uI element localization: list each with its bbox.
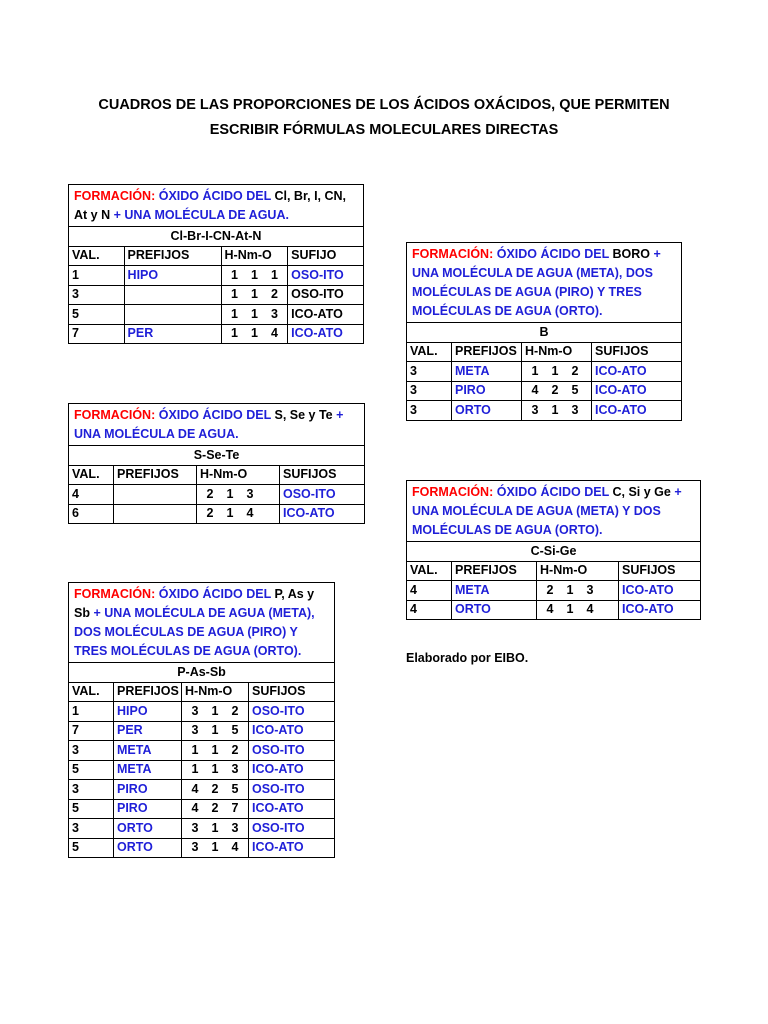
valence-cell: 3 [407, 401, 452, 421]
formation-row [69, 404, 365, 446]
nm-count: 2 [551, 383, 559, 398]
acid-table [68, 403, 365, 524]
o-count: 4 [271, 326, 278, 341]
h-count: 3 [531, 402, 539, 417]
suffix-cell: ICO-ATO [592, 362, 682, 382]
column-header: VAL. [69, 246, 125, 266]
formation-row [69, 583, 335, 663]
hnmo-cell [522, 362, 592, 382]
group-row [407, 323, 682, 343]
h-count: 3 [191, 723, 199, 738]
h-count: 1 [531, 363, 539, 378]
table-row [69, 266, 364, 286]
hnmo-cell [537, 600, 619, 620]
nm-count: 1 [211, 742, 219, 757]
nm-count: 1 [211, 840, 219, 855]
prefix-cell: ORTO [114, 819, 182, 839]
hnmo-cell [522, 381, 592, 401]
column-header: PREFIJOS [114, 465, 197, 485]
column-header: SUFIJOS [249, 682, 335, 702]
h-count: 1 [231, 326, 238, 341]
h-count: 3 [191, 820, 199, 835]
suffix-cell: ICO-ATO [249, 799, 335, 819]
prefix-cell: PIRO [114, 799, 182, 819]
o-count: 5 [571, 383, 579, 398]
prefix-cell: PIRO [114, 780, 182, 800]
prefix-cell: PIRO [452, 381, 522, 401]
column-header: VAL. [407, 342, 452, 362]
h-count: 1 [231, 306, 238, 321]
hnmo-cell [182, 702, 249, 722]
h-count: 4 [191, 781, 199, 796]
acid-table [68, 582, 335, 858]
o-count: 7 [231, 801, 239, 816]
oxide-label: ÓXIDO ÁCIDO DEL [158, 587, 275, 601]
group-row [407, 542, 701, 562]
plus-sign: + [674, 485, 682, 499]
prefix-cell: ORTO [452, 401, 522, 421]
table-row [407, 381, 682, 401]
valence-cell: 3 [69, 285, 125, 305]
suffix-cell: OSO-ITO [249, 741, 335, 761]
valence-cell: 7 [69, 721, 114, 741]
column-header: PREFIJOS [124, 246, 221, 266]
nm-count: 1 [251, 267, 258, 282]
table-chalcogens [68, 403, 364, 524]
column-header: VAL. [69, 465, 114, 485]
valence-cell: 5 [69, 760, 114, 780]
nm-count: 1 [566, 602, 574, 617]
suffix-cell: ICO-ATO [249, 838, 335, 858]
column-header: H-Nm-O [197, 465, 280, 485]
prefix-cell: PER [114, 721, 182, 741]
hnmo-cell [197, 485, 280, 505]
formation-text [69, 404, 365, 446]
h-count: 1 [231, 267, 238, 282]
nm-count: 1 [251, 306, 258, 321]
table-row [407, 362, 682, 382]
h-count: 1 [231, 287, 238, 302]
valence-cell: 4 [407, 581, 452, 601]
author-note: Elaborado por EIBO. [406, 651, 529, 665]
h-count: 3 [191, 703, 199, 718]
suffix-cell: ICO-ATO [280, 504, 365, 524]
oxide-label: ÓXIDO ÁCIDO DEL [158, 408, 275, 422]
hnmo-cell [182, 819, 249, 839]
h-count: 2 [206, 506, 214, 521]
h-count: 2 [546, 582, 554, 597]
o-count: 3 [231, 820, 239, 835]
nm-count: 2 [211, 801, 219, 816]
o-count: 2 [231, 742, 239, 757]
suffix-cell: ICO-ATO [249, 760, 335, 780]
hnmo-cell [221, 324, 288, 344]
water-text: UNA MOLÉCULA DE AGUA. [74, 427, 239, 441]
column-header: PREFIJOS [452, 342, 522, 362]
table-row [69, 721, 335, 741]
hnmo-cell [221, 266, 288, 286]
nm-count: 1 [211, 703, 219, 718]
table-row [69, 780, 335, 800]
prefix-cell [114, 504, 197, 524]
prefix-cell [124, 285, 221, 305]
nm-count: 1 [566, 582, 574, 597]
suffix-cell: OSO-ITO [288, 285, 364, 305]
hnmo-cell [197, 504, 280, 524]
title-line-2: ESCRIBIR FÓRMULAS MOLECULARES DIRECTAS [209, 122, 559, 138]
column-header-row [407, 342, 682, 362]
suffix-cell: ICO-ATO [592, 401, 682, 421]
suffix-cell: ICO-ATO [619, 600, 701, 620]
plus-sign: + [336, 408, 344, 422]
plus-sign: + [653, 247, 661, 261]
formation-sep: : [489, 247, 497, 261]
prefix-cell: ORTO [114, 838, 182, 858]
column-header: SUFIJOS [592, 342, 682, 362]
prefix-cell: HIPO [114, 702, 182, 722]
hnmo-cell [221, 305, 288, 325]
h-count: 4 [531, 383, 539, 398]
table-row [69, 702, 335, 722]
formation-sep: : [151, 587, 159, 601]
valence-cell: 1 [69, 266, 125, 286]
valence-cell: 3 [69, 741, 114, 761]
table-row [407, 581, 701, 601]
column-header: SUFIJO [288, 246, 364, 266]
valence-cell: 1 [69, 702, 114, 722]
prefix-cell: HIPO [124, 266, 221, 286]
valence-cell: 4 [69, 485, 114, 505]
water-text: UNA MOLÉCULA DE AGUA (META) Y DOS MOLÉCULAS DE AGUA (ORTO). [412, 504, 661, 537]
acid-table [68, 184, 364, 344]
formation-label: FORMACIÓN [74, 587, 152, 601]
element-group: S-Se-Te [69, 446, 365, 466]
element-group: C-Si-Ge [407, 542, 701, 562]
suffix-cell: ICO-ATO [619, 581, 701, 601]
prefix-cell: META [452, 362, 522, 382]
formation-sep: : [151, 189, 159, 203]
formation-row [69, 185, 364, 227]
water-text: UNA MOLÉCULA DE AGUA (META), DOS MOLÉCULAS DE AGUA (PIRO) Y TRES MOLÉCULAS DE AGUA (ORTO). [74, 606, 315, 658]
o-count: 3 [231, 762, 239, 777]
column-header-row [407, 561, 701, 581]
column-header: SUFIJOS [280, 465, 365, 485]
title-line-1: CUADROS DE LAS PROPORCIONES DE LOS ÁCIDOS OXÁCIDOS, QUE PERMITEN [98, 97, 670, 113]
table-pnictogens [68, 582, 334, 858]
h-count: 4 [191, 801, 199, 816]
hnmo-cell [182, 780, 249, 800]
nm-count: 1 [211, 820, 219, 835]
o-count: 3 [271, 306, 278, 321]
valence-cell: 6 [69, 504, 114, 524]
nm-count: 1 [251, 287, 258, 302]
o-count: 1 [271, 267, 278, 282]
water-text: UNA MOLÉCULA DE AGUA (META), DOS MOLÉCULAS DE AGUA (PIRO) Y TRES MOLÉCULAS DE AGUA (ORTO). [412, 266, 653, 318]
prefix-cell: META [452, 581, 537, 601]
formation-label: FORMACIÓN [412, 247, 490, 261]
plus-sign: + [113, 208, 125, 222]
nm-count: 1 [226, 506, 234, 521]
o-count: 2 [231, 703, 239, 718]
column-header: H-Nm-O [522, 342, 592, 362]
hnmo-cell [221, 285, 288, 305]
nm-count: 1 [211, 723, 219, 738]
o-count: 4 [246, 506, 254, 521]
formation-label: FORMACIÓN [412, 485, 490, 499]
table-row [69, 741, 335, 761]
nm-count: 1 [551, 363, 559, 378]
nm-count: 1 [226, 486, 234, 501]
element-list: BORO [612, 247, 654, 261]
o-count: 3 [586, 582, 594, 597]
group-row [69, 663, 335, 683]
hnmo-cell [182, 760, 249, 780]
prefix-cell: PER [124, 324, 221, 344]
column-header: VAL. [69, 682, 114, 702]
prefix-cell [114, 485, 197, 505]
nm-count: 2 [211, 781, 219, 796]
hnmo-cell [182, 799, 249, 819]
table-row [69, 305, 364, 325]
column-header: H-Nm-O [537, 561, 619, 581]
valence-cell: 5 [69, 799, 114, 819]
table-row [69, 760, 335, 780]
valence-cell: 5 [69, 305, 125, 325]
h-count: 2 [206, 486, 214, 501]
table-boron [406, 242, 682, 421]
table-row [69, 485, 365, 505]
o-count: 5 [231, 723, 239, 738]
nm-count: 1 [551, 402, 559, 417]
o-count: 4 [586, 602, 594, 617]
column-header: PREFIJOS [114, 682, 182, 702]
column-header-row [69, 465, 365, 485]
table-row [69, 799, 335, 819]
o-count: 4 [231, 840, 239, 855]
table-halogens [68, 184, 364, 344]
hnmo-cell [182, 721, 249, 741]
prefix-cell: META [114, 741, 182, 761]
o-count: 2 [571, 363, 579, 378]
table-row [69, 324, 364, 344]
table-row [69, 285, 364, 305]
suffix-cell: ICO-ATO [592, 381, 682, 401]
prefix-cell: META [114, 760, 182, 780]
valence-cell: 3 [69, 819, 114, 839]
acid-table [406, 480, 701, 620]
column-header: PREFIJOS [452, 561, 537, 581]
group-row [69, 446, 365, 466]
h-count: 1 [191, 762, 199, 777]
table-carbon [406, 480, 700, 620]
suffix-cell: OSO-ITO [249, 702, 335, 722]
o-count: 3 [246, 486, 254, 501]
element-group: P-As-Sb [69, 663, 335, 683]
column-header: VAL. [407, 561, 452, 581]
page-title [60, 93, 708, 143]
suffix-cell: ICO-ATO [288, 305, 364, 325]
prefix-cell: ORTO [452, 600, 537, 620]
o-count: 3 [571, 402, 579, 417]
column-header-row [69, 246, 364, 266]
column-header-row [69, 682, 335, 702]
suffix-cell: OSO-ITO [249, 780, 335, 800]
o-count: 5 [231, 781, 239, 796]
suffix-cell: OSO-ITO [280, 485, 365, 505]
h-count: 4 [546, 602, 554, 617]
hnmo-cell [182, 741, 249, 761]
prefix-cell [124, 305, 221, 325]
element-list: Cl, Br, I, CN, At y N [74, 189, 347, 222]
formation-row [407, 481, 701, 542]
oxide-label: ÓXIDO ÁCIDO DEL [158, 189, 275, 203]
valence-cell: 3 [69, 780, 114, 800]
valence-cell: 3 [407, 362, 452, 382]
formation-label: FORMACIÓN [74, 408, 152, 422]
suffix-cell: ICO-ATO [249, 721, 335, 741]
nm-count: 1 [211, 762, 219, 777]
valence-cell: 4 [407, 600, 452, 620]
o-count: 2 [271, 287, 278, 302]
water-text: UNA MOLÉCULA DE AGUA. [124, 208, 289, 222]
suffix-cell: OSO-ITO [288, 266, 364, 286]
element-list: S, Se y Te [274, 408, 337, 422]
element-group: B [407, 323, 682, 343]
formation-row [407, 243, 682, 323]
element-list: C, Si y Ge [612, 485, 675, 499]
table-row [69, 819, 335, 839]
hnmo-cell [182, 838, 249, 858]
formation-sep: : [489, 485, 497, 499]
suffix-cell: OSO-ITO [249, 819, 335, 839]
formation-text [69, 185, 364, 227]
h-count: 1 [191, 742, 199, 757]
table-row [407, 401, 682, 421]
element-list: P, As y Sb [74, 587, 315, 620]
nm-count: 1 [251, 326, 258, 341]
oxide-label: ÓXIDO ÁCIDO DEL [496, 485, 613, 499]
formation-text [407, 243, 682, 323]
hnmo-cell [522, 401, 592, 421]
h-count: 3 [191, 840, 199, 855]
column-header: H-Nm-O [221, 246, 288, 266]
group-row [69, 227, 364, 247]
element-group: Cl-Br-I-CN-At-N [69, 227, 364, 247]
formation-sep: : [151, 408, 159, 422]
plus-sign: + [93, 606, 101, 620]
table-row [69, 838, 335, 858]
formation-text [407, 481, 701, 542]
formation-label: FORMACIÓN [74, 189, 152, 203]
column-header: H-Nm-O [182, 682, 249, 702]
valence-cell: 7 [69, 324, 125, 344]
table-row [69, 504, 365, 524]
formation-text [69, 583, 335, 663]
hnmo-cell [537, 581, 619, 601]
acid-table [406, 242, 682, 421]
column-header: SUFIJOS [619, 561, 701, 581]
table-row [407, 600, 701, 620]
suffix-cell: ICO-ATO [288, 324, 364, 344]
oxide-label: ÓXIDO ÁCIDO DEL [496, 247, 613, 261]
valence-cell: 3 [407, 381, 452, 401]
valence-cell: 5 [69, 838, 114, 858]
